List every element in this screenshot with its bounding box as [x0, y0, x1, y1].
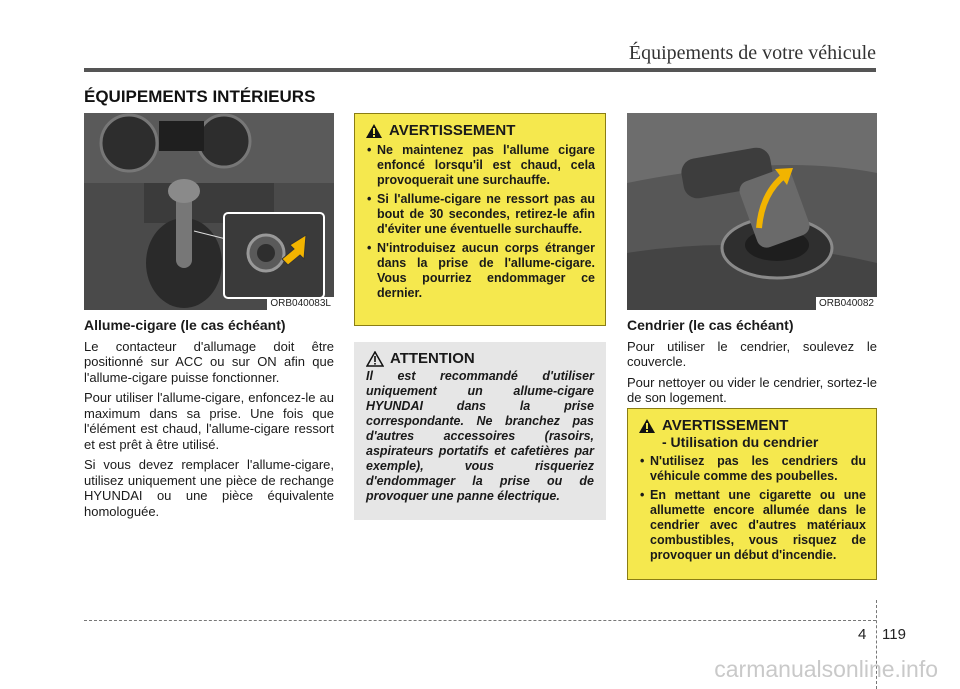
ashtray-illustration: [627, 113, 877, 310]
header-rule: [84, 68, 876, 72]
photo-code-left: ORB040083L: [267, 297, 334, 310]
warning-list: [365, 143, 595, 301]
header-title: Équipements de votre véhicule: [628, 42, 876, 64]
cigarette-lighter-photo: [84, 113, 334, 310]
lighter-warning-box: [354, 113, 606, 326]
watermark: carmanualsonline.info: [714, 656, 938, 682]
warning-item: • N'utilisez pas les cendriers du véhicule comme des poubelles.: [638, 454, 866, 484]
attention-body: Il est recommandé d'utiliser uniquement un allume-cigare HYUNDAI dans la prise correspondante. Ne branchez pas d'autres accessoires (rasoirs, aspirateurs portatifs et cafetières par exemple), vous risqueriez d'endommager la prise ou de provoquer une panne électrique.: [366, 369, 594, 503]
lighter-subtitle: Allume-cigare (le cas échéant): [84, 317, 286, 333]
photo-code-right: ORB040082: [816, 297, 877, 310]
page-number: 119: [882, 626, 906, 643]
ashtray-paragraph: Pour nettoyer ou vider le cendrier, sortez-le de son logement.: [627, 374, 877, 405]
attention-header: [366, 350, 594, 367]
lighter-paragraph: Si vous devez remplacer l'allume-cigare, utilisez uniquement une pièce de rechange HYUNDAI ou une pièce équivalente homologuée.: [84, 457, 334, 519]
warning-item: • En mettant une cigarette ou une allumette encore allumée dans le cendrier avec d'autres matériaux combustibles, vous risquez de provoquer un début d'incendie.: [638, 488, 866, 563]
lighter-paragraph: Le contacteur d'allumage doit être positionné sur ACC ou sur ON afin que l'allume-cigare puisse fonctionner.: [84, 338, 334, 385]
warning-header: [638, 417, 866, 434]
ashtray-photo: [627, 113, 877, 310]
ashtray-paragraph: Pour utiliser le cendrier, soulevez le couvercle.: [627, 338, 877, 369]
warning-header: [365, 122, 595, 139]
warning-subtitle: - Utilisation du cendrier: [662, 434, 819, 450]
warning-triangle-icon: [365, 123, 383, 139]
ashtray-subtitle: Cendrier (le cas échéant): [627, 317, 794, 333]
warning-item: • Ne maintenez pas l'allume cigare enfoncé lorsqu'il est chaud, cela provoquerait une surchauffe.: [365, 143, 595, 188]
footer-rule: [84, 620, 876, 621]
warning-title: AVERTISSEMENT: [389, 122, 516, 139]
warning-item: • N'introduisez aucun corps étranger dans la prise de l'allume-cigare. Vous pourriez endommager ce dernier.: [365, 241, 595, 301]
warning-item: • Si l'allume-cigare ne ressort pas au bout de 30 secondes, retirez-le afin d'éviter une éventuelle surchauffe.: [365, 192, 595, 237]
warning-list: [638, 454, 866, 563]
warning-title: AVERTISSEMENT: [662, 417, 789, 434]
lighter-paragraph: Pour utiliser l'allume-cigare, enfoncez-le au maximum dans sa prise. Une fois que l'élément est chaud, l'allume-cigare ressort et est prêt à être utilisé.: [84, 390, 334, 452]
caution-triangle-icon: [366, 351, 384, 367]
attention-box: [354, 342, 606, 520]
ashtray-text-column: [627, 318, 877, 411]
ashtray-warning-box: [627, 408, 877, 580]
warning-triangle-icon: [638, 418, 656, 434]
attention-title: ATTENTION: [390, 350, 475, 367]
section-title: ÉQUIPEMENTS INTÉRIEURS: [84, 87, 316, 106]
chapter-number: 4: [858, 626, 867, 643]
cigarette-lighter-illustration: [84, 113, 334, 310]
lighter-text-column: [84, 318, 334, 524]
